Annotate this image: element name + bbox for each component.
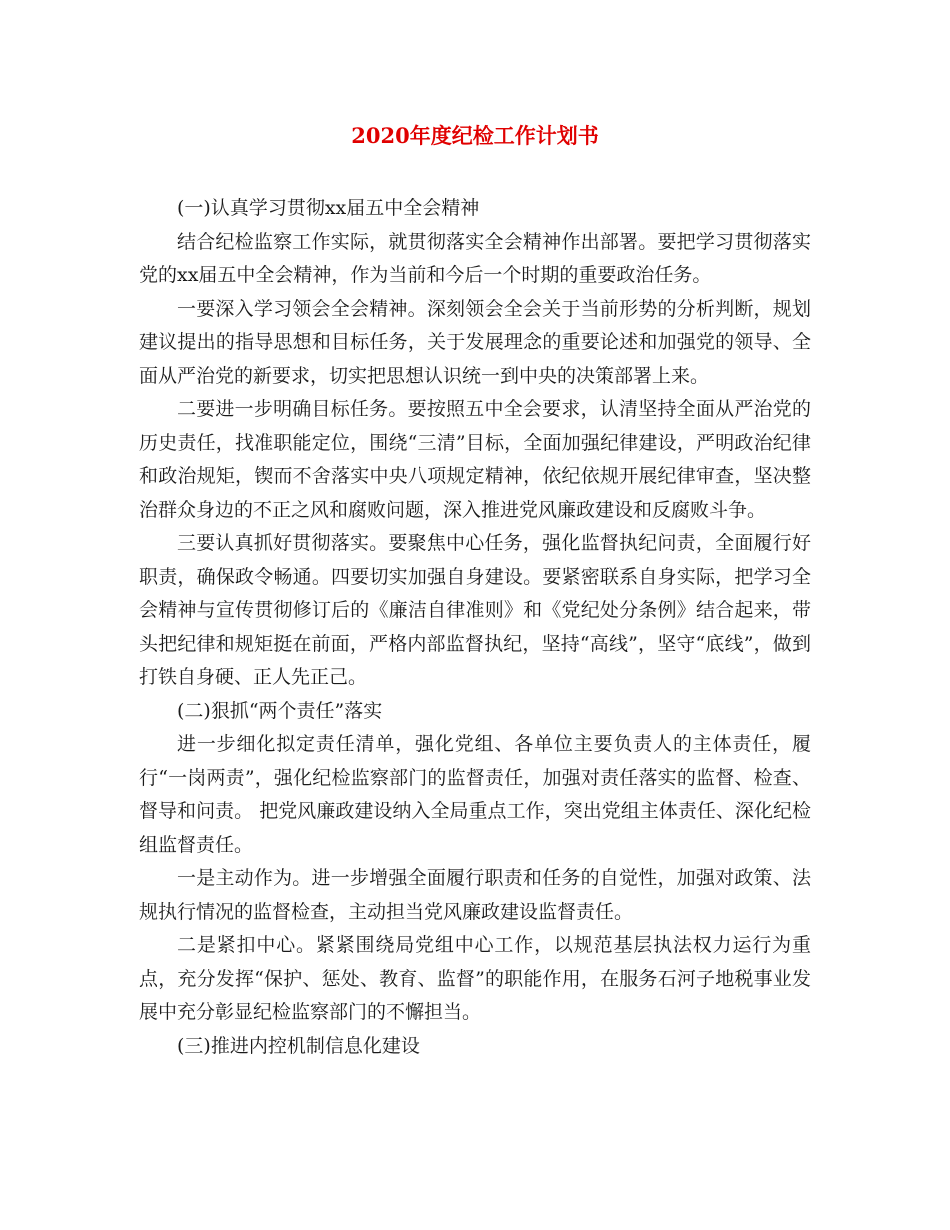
paragraph: 一是主动作为。进一步增强全面履行职责和任务的自觉性，加强对政策、法规执行情况的监督检查，主动担当党风廉政建设监督责任。 — [139, 867, 811, 923]
section-heading-3: (三)推进内控机制信息化建设 — [177, 1034, 420, 1057]
document-body — [139, 192, 811, 1063]
paragraph: 二是紧扣中心。紧紧围绕局党组中心工作，以规范基层执法权力运行为重点，充分发挥“保护、惩处、教育、监督”的职能作用，在服务石河子地税事业发展中充分彰显纪检监察部门的不懈担当。 — [139, 934, 811, 1023]
section-heading-1: (一)认真学习贯彻xx届五中全会精神 — [177, 197, 480, 219]
section-heading-2: (二)狠抓“两个责任”落实 — [177, 699, 383, 722]
document-title: 2020年度纪检工作计划书 — [351, 123, 599, 148]
paragraph: 三要认真抓好贯彻落实。要聚焦中心任务，强化监督执纪问责，全面履行好职责，确保政令畅通。四要切实加强自身建设。要紧密联系自身实际，把学习全会精神与宣传贯彻修订后的《廉洁自律准则》和《党纪处分条例》结合起来，带头把纪律和规矩挺在前面，严格内部监督执纪，坚持“高线”，坚守“底线”，做到打铁自身硬、正人先正己。 — [139, 532, 811, 688]
paragraph: 结合纪检监察工作实际，就贯彻落实全会精神作出部署。要把学习贯彻落实党的xx届五中全会精神，作为当前和今后一个时期的重要政治任务。 — [139, 230, 811, 286]
paragraph: 二要进一步明确目标任务。要按照五中全会要求，认清坚持全面从严治党的历史责任，找准职能定位，围绕“三清”目标，全面加强纪律建设，严明政治纪律和政治规矩，锲而不舍落实中央八项规定精神，依纪依规开展纪律审查，坚决整治群众身边的不正之风和腐败问题，深入推进党风廉政建设和反腐败斗争。 — [139, 398, 811, 521]
paragraph: 进一步细化拟定责任清单，强化党组、各单位主要负责人的主体责任，履行“一岗两责”，强化纪检监察部门的监督责任，加强对责任落实的监督、检查、督导和问责。 把党风廉政建设纳入全局重点工作，突出党组主体责任、深化纪检组监督责任。 — [139, 733, 811, 856]
paragraph: 一要深入学习领会全会精神。深刻领会全会关于当前形势的分析判断，规划建议提出的指导思想和目标任务，关于发展理念的重要论述和加强党的领导、全面从严治党的新要求，切实把思想认识统一到中央的决策部署上来。 — [139, 297, 811, 387]
